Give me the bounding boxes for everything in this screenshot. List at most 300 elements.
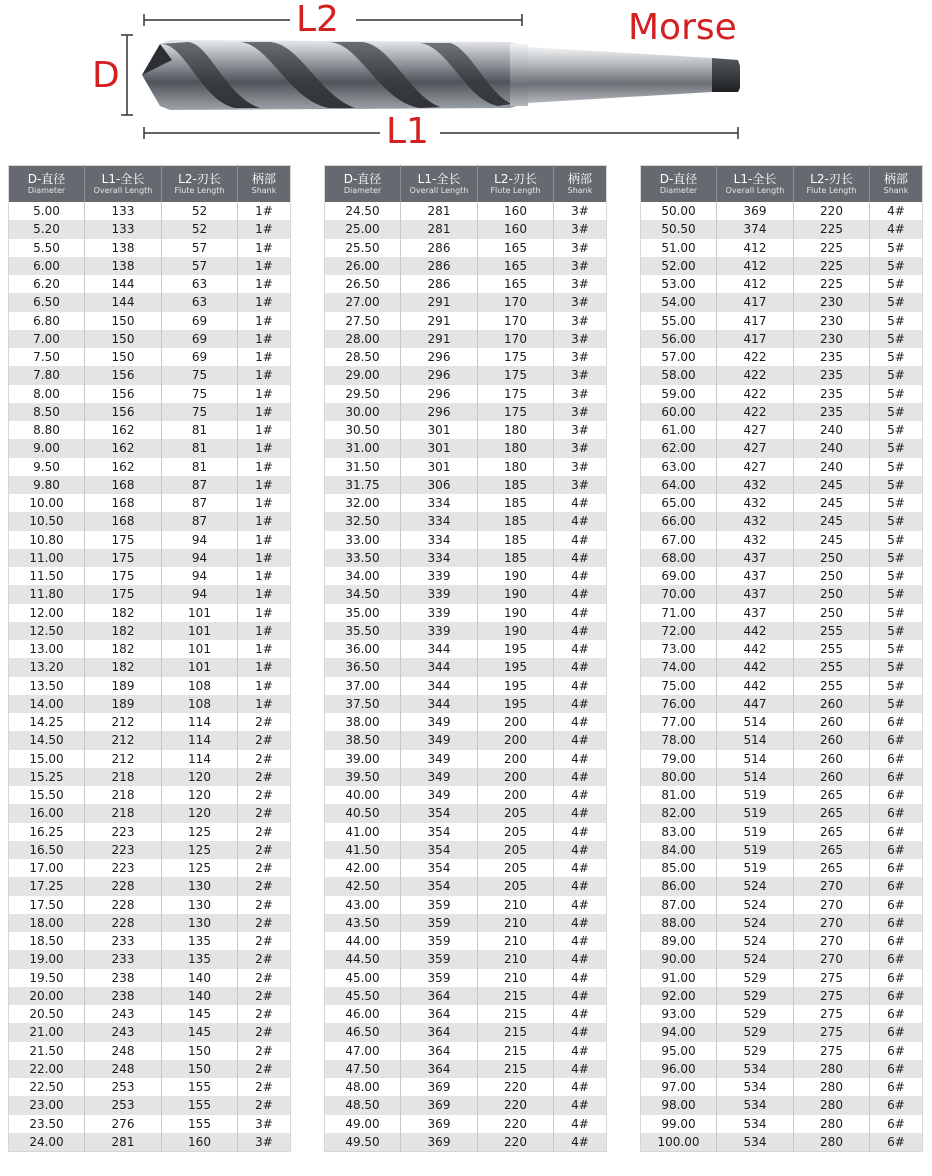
table-row (325, 531, 607, 549)
cell-shank: 2# (238, 969, 291, 987)
cell-flute-length: 240 (794, 458, 870, 476)
cell-flute-length: 230 (794, 330, 870, 348)
cell-diameter: 11.50 (9, 567, 85, 585)
cell-diameter: 46.50 (325, 1023, 401, 1041)
table-row (325, 585, 607, 603)
table-row (641, 202, 923, 220)
cell-shank: 5# (870, 622, 923, 640)
cell-flute-length: 180 (478, 439, 554, 457)
cell-flute-length: 140 (162, 969, 238, 987)
cell-diameter: 27.50 (325, 312, 401, 330)
cell-flute-length: 255 (794, 677, 870, 695)
cell-flute-length: 270 (794, 950, 870, 968)
cell-flute-length: 200 (478, 713, 554, 731)
cell-overall-length: 228 (85, 914, 162, 932)
cell-overall-length: 223 (85, 859, 162, 877)
cell-diameter: 52.00 (641, 257, 717, 275)
cell-shank: 2# (238, 896, 291, 914)
cell-shank: 4# (554, 823, 607, 841)
cell-overall-length: 133 (85, 220, 162, 238)
cell-shank: 5# (870, 293, 923, 311)
cell-overall-length: 412 (717, 257, 794, 275)
table-row (325, 202, 607, 220)
cell-flute-length: 185 (478, 531, 554, 549)
table-row (641, 731, 923, 749)
cell-overall-length: 354 (401, 859, 478, 877)
column-header-shank (238, 166, 291, 203)
cell-diameter: 5.20 (9, 220, 85, 238)
cell-overall-length: 286 (401, 257, 478, 275)
cell-shank: 2# (238, 859, 291, 877)
cell-diameter: 5.00 (9, 202, 85, 220)
cell-shank: 6# (870, 1005, 923, 1023)
cell-shank: 5# (870, 330, 923, 348)
cell-flute-length: 195 (478, 677, 554, 695)
cell-diameter: 61.00 (641, 421, 717, 439)
table-row (641, 421, 923, 439)
cell-overall-length: 427 (717, 458, 794, 476)
cell-shank: 6# (870, 1023, 923, 1041)
table-row (9, 293, 291, 311)
cell-overall-length: 233 (85, 950, 162, 968)
table-row (325, 1023, 607, 1041)
cell-overall-length: 529 (717, 969, 794, 987)
cell-flute-length: 170 (478, 330, 554, 348)
cell-diameter: 78.00 (641, 731, 717, 749)
table-row (9, 1078, 291, 1096)
cell-overall-length: 369 (401, 1096, 478, 1114)
cell-diameter: 56.00 (641, 330, 717, 348)
cell-shank: 4# (554, 804, 607, 822)
table-row (325, 567, 607, 585)
cell-flute-length: 120 (162, 768, 238, 786)
column-header-diameter (641, 166, 717, 203)
cell-overall-length: 182 (85, 604, 162, 622)
table-row (641, 220, 923, 238)
cell-diameter: 79.00 (641, 750, 717, 768)
cell-diameter: 33.00 (325, 531, 401, 549)
cell-overall-length: 437 (717, 585, 794, 603)
cell-shank: 3# (554, 476, 607, 494)
cell-flute-length: 160 (478, 220, 554, 238)
cell-shank: 1# (238, 385, 291, 403)
cell-shank: 4# (554, 1096, 607, 1114)
cell-flute-length: 114 (162, 731, 238, 749)
table-row (325, 932, 607, 950)
cell-overall-length: 182 (85, 640, 162, 658)
cell-shank: 5# (870, 348, 923, 366)
table-row (641, 385, 923, 403)
column-header-en: Diameter (343, 186, 382, 195)
morse-label: Morse (628, 7, 737, 48)
table-row (9, 804, 291, 822)
cell-flute-length: 250 (794, 567, 870, 585)
cell-overall-length: 175 (85, 549, 162, 567)
cell-diameter: 70.00 (641, 585, 717, 603)
cell-shank: 4# (554, 1078, 607, 1096)
cell-diameter: 47.00 (325, 1042, 401, 1060)
cell-diameter: 49.00 (325, 1115, 401, 1133)
cell-flute-length: 185 (478, 512, 554, 530)
table-row (325, 385, 607, 403)
cell-diameter: 17.25 (9, 877, 85, 895)
cell-flute-length: 215 (478, 1005, 554, 1023)
cell-shank: 2# (238, 713, 291, 731)
table-row (325, 275, 607, 293)
cell-diameter: 23.00 (9, 1096, 85, 1114)
cell-overall-length: 339 (401, 567, 478, 585)
column-header-en: Shank (251, 186, 277, 195)
cell-flute-length: 280 (794, 1060, 870, 1078)
cell-flute-length: 220 (478, 1115, 554, 1133)
cell-shank: 4# (554, 1060, 607, 1078)
cell-overall-length: 422 (717, 348, 794, 366)
cell-shank: 5# (870, 421, 923, 439)
cell-shank: 5# (870, 385, 923, 403)
cell-flute-length: 250 (794, 604, 870, 622)
cell-flute-length: 265 (794, 823, 870, 841)
cell-overall-length: 529 (717, 1042, 794, 1060)
table-row (325, 640, 607, 658)
cell-diameter: 55.00 (641, 312, 717, 330)
cell-diameter: 75.00 (641, 677, 717, 695)
cell-shank: 1# (238, 640, 291, 658)
cell-flute-length: 270 (794, 914, 870, 932)
table-row (9, 750, 291, 768)
cell-diameter: 8.80 (9, 421, 85, 439)
column-header-en: Diameter (27, 186, 66, 195)
cell-shank: 5# (870, 458, 923, 476)
cell-flute-length: 235 (794, 366, 870, 384)
cell-flute-length: 120 (162, 786, 238, 804)
cell-overall-length: 296 (401, 348, 478, 366)
cell-flute-length: 57 (162, 257, 238, 275)
table-row (325, 622, 607, 640)
cell-diameter: 16.50 (9, 841, 85, 859)
cell-flute-length: 160 (478, 202, 554, 220)
table-row (325, 604, 607, 622)
cell-diameter: 36.00 (325, 640, 401, 658)
table-row (641, 567, 923, 585)
cell-diameter: 88.00 (641, 914, 717, 932)
cell-overall-length: 524 (717, 896, 794, 914)
cell-shank: 3# (554, 330, 607, 348)
cell-overall-length: 412 (717, 275, 794, 293)
cell-shank: 5# (870, 549, 923, 567)
cell-diameter: 20.50 (9, 1005, 85, 1023)
cell-diameter: 89.00 (641, 932, 717, 950)
table-row (9, 1023, 291, 1041)
cell-diameter: 46.00 (325, 1005, 401, 1023)
cell-overall-length: 437 (717, 604, 794, 622)
cell-shank: 5# (870, 476, 923, 494)
cell-diameter: 100.00 (641, 1133, 717, 1152)
cell-shank: 1# (238, 439, 291, 457)
cell-overall-length: 432 (717, 512, 794, 530)
cell-flute-length: 81 (162, 458, 238, 476)
column-header-shank (870, 166, 923, 203)
cell-overall-length: 514 (717, 731, 794, 749)
cell-flute-length: 200 (478, 786, 554, 804)
cell-flute-length: 130 (162, 896, 238, 914)
cell-shank: 4# (554, 494, 607, 512)
cell-flute-length: 280 (794, 1115, 870, 1133)
cell-flute-length: 265 (794, 859, 870, 877)
cell-shank: 6# (870, 768, 923, 786)
table-row (641, 1060, 923, 1078)
cell-flute-length: 120 (162, 804, 238, 822)
cell-overall-length: 529 (717, 987, 794, 1005)
cell-shank: 6# (870, 896, 923, 914)
cell-overall-length: 442 (717, 640, 794, 658)
cell-flute-length: 275 (794, 987, 870, 1005)
cell-overall-length: 296 (401, 366, 478, 384)
l1-label: L1 (386, 111, 429, 152)
cell-flute-length: 275 (794, 1005, 870, 1023)
cell-diameter: 63.00 (641, 458, 717, 476)
column-header-overall-length (401, 166, 478, 203)
cell-diameter: 26.00 (325, 257, 401, 275)
table-row (325, 403, 607, 421)
cell-flute-length: 108 (162, 695, 238, 713)
table-row (9, 731, 291, 749)
column-header-cn: L2-刃长 (178, 172, 221, 186)
cell-flute-length: 245 (794, 476, 870, 494)
cell-flute-length: 245 (794, 531, 870, 549)
cell-flute-length: 240 (794, 421, 870, 439)
cell-shank: 4# (554, 950, 607, 968)
cell-shank: 5# (870, 257, 923, 275)
cell-flute-length: 225 (794, 220, 870, 238)
cell-flute-length: 165 (478, 239, 554, 257)
cell-overall-length: 156 (85, 403, 162, 421)
cell-flute-length: 235 (794, 403, 870, 421)
table-row (325, 877, 607, 895)
cell-flute-length: 52 (162, 220, 238, 238)
cell-shank: 4# (554, 585, 607, 603)
cell-shank: 4# (554, 987, 607, 1005)
cell-flute-length: 114 (162, 750, 238, 768)
cell-shank: 1# (238, 421, 291, 439)
cell-diameter: 34.00 (325, 567, 401, 585)
cell-diameter: 54.00 (641, 293, 717, 311)
cell-diameter: 43.00 (325, 896, 401, 914)
table-header-row (9, 166, 291, 203)
column-header-en: Shank (883, 186, 909, 195)
cell-overall-length: 162 (85, 421, 162, 439)
table-row (325, 312, 607, 330)
shank-tang (712, 58, 740, 92)
cell-diameter: 58.00 (641, 366, 717, 384)
cell-diameter: 28.00 (325, 330, 401, 348)
cell-shank: 2# (238, 1042, 291, 1060)
cell-diameter: 8.00 (9, 385, 85, 403)
table-row (325, 494, 607, 512)
cell-shank: 1# (238, 202, 291, 220)
cell-shank: 5# (870, 439, 923, 457)
column-header-cn: L2-刃长 (494, 172, 537, 186)
cell-flute-length: 195 (478, 695, 554, 713)
cell-diameter: 72.00 (641, 622, 717, 640)
cell-overall-length: 524 (717, 932, 794, 950)
table-row (641, 987, 923, 1005)
cell-flute-length: 190 (478, 604, 554, 622)
cell-diameter: 25.50 (325, 239, 401, 257)
table-row (9, 1115, 291, 1133)
cell-overall-length: 286 (401, 239, 478, 257)
spec-table-2 (324, 165, 607, 1152)
table-row (9, 512, 291, 530)
cell-overall-length: 524 (717, 950, 794, 968)
cell-flute-length: 235 (794, 385, 870, 403)
cell-diameter: 16.00 (9, 804, 85, 822)
table-row (641, 768, 923, 786)
cell-overall-length: 168 (85, 494, 162, 512)
cell-diameter: 93.00 (641, 1005, 717, 1023)
table-row (641, 293, 923, 311)
table-row (641, 476, 923, 494)
cell-diameter: 92.00 (641, 987, 717, 1005)
cell-flute-length: 265 (794, 804, 870, 822)
cell-shank: 1# (238, 567, 291, 585)
cell-flute-length: 260 (794, 695, 870, 713)
cell-shank: 1# (238, 312, 291, 330)
column-header-flute-length (478, 166, 554, 203)
cell-shank: 4# (554, 932, 607, 950)
cell-diameter: 82.00 (641, 804, 717, 822)
cell-diameter: 50.50 (641, 220, 717, 238)
table-row (9, 859, 291, 877)
cell-diameter: 39.50 (325, 768, 401, 786)
cell-flute-length: 205 (478, 859, 554, 877)
cell-overall-length: 182 (85, 658, 162, 676)
cell-diameter: 43.50 (325, 914, 401, 932)
cell-flute-length: 210 (478, 914, 554, 932)
table-row (9, 1096, 291, 1114)
cell-flute-length: 260 (794, 731, 870, 749)
table-row (325, 476, 607, 494)
cell-flute-length: 200 (478, 731, 554, 749)
cell-overall-length: 519 (717, 841, 794, 859)
cell-flute-length: 200 (478, 750, 554, 768)
cell-diameter: 8.50 (9, 403, 85, 421)
cell-diameter: 16.25 (9, 823, 85, 841)
table-row (641, 257, 923, 275)
cell-overall-length: 369 (401, 1078, 478, 1096)
cell-diameter: 11.80 (9, 585, 85, 603)
cell-shank: 5# (870, 567, 923, 585)
cell-overall-length: 253 (85, 1078, 162, 1096)
cell-overall-length: 422 (717, 403, 794, 421)
cell-flute-length: 270 (794, 932, 870, 950)
table-row (325, 768, 607, 786)
cell-diameter: 11.00 (9, 549, 85, 567)
cell-shank: 1# (238, 366, 291, 384)
cell-shank: 6# (870, 1042, 923, 1060)
table-row (641, 1115, 923, 1133)
cell-shank: 2# (238, 768, 291, 786)
table-row (641, 896, 923, 914)
table-row (641, 549, 923, 567)
cell-overall-length: 162 (85, 439, 162, 457)
cell-overall-length: 296 (401, 385, 478, 403)
cell-flute-length: 101 (162, 658, 238, 676)
table-row (325, 950, 607, 968)
cell-shank: 3# (554, 293, 607, 311)
cell-diameter: 62.00 (641, 439, 717, 457)
cell-shank: 5# (870, 312, 923, 330)
table-row (641, 677, 923, 695)
cell-diameter: 15.50 (9, 786, 85, 804)
cell-diameter: 80.00 (641, 768, 717, 786)
cell-flute-length: 230 (794, 312, 870, 330)
cell-overall-length: 150 (85, 312, 162, 330)
cell-shank: 4# (554, 786, 607, 804)
table-row (325, 1060, 607, 1078)
cell-flute-length: 125 (162, 841, 238, 859)
cell-diameter: 45.50 (325, 987, 401, 1005)
cell-overall-length: 344 (401, 677, 478, 695)
cell-shank: 2# (238, 1096, 291, 1114)
table-row (325, 695, 607, 713)
column-header-flute-length (162, 166, 238, 203)
cell-diameter: 28.50 (325, 348, 401, 366)
cell-overall-length: 138 (85, 239, 162, 257)
cell-flute-length: 220 (478, 1078, 554, 1096)
cell-overall-length: 238 (85, 987, 162, 1005)
table-row (9, 896, 291, 914)
cell-diameter: 29.50 (325, 385, 401, 403)
cell-diameter: 9.00 (9, 439, 85, 457)
table-row (325, 1133, 607, 1152)
morse-taper-shank (528, 47, 712, 103)
cell-overall-length: 339 (401, 622, 478, 640)
cell-overall-length: 349 (401, 731, 478, 749)
cell-overall-length: 427 (717, 421, 794, 439)
cell-shank: 3# (554, 421, 607, 439)
cell-shank: 6# (870, 1133, 923, 1152)
table-row (9, 914, 291, 932)
cell-shank: 4# (554, 1133, 607, 1152)
cell-shank: 5# (870, 585, 923, 603)
cell-flute-length: 81 (162, 421, 238, 439)
cell-diameter: 7.80 (9, 366, 85, 384)
cell-flute-length: 215 (478, 1042, 554, 1060)
cell-flute-length: 185 (478, 476, 554, 494)
table-row (9, 439, 291, 457)
cell-overall-length: 286 (401, 275, 478, 293)
cell-overall-length: 519 (717, 786, 794, 804)
cell-flute-length: 210 (478, 932, 554, 950)
cell-overall-length: 168 (85, 512, 162, 530)
cell-overall-length: 218 (85, 804, 162, 822)
cell-shank: 6# (870, 914, 923, 932)
cell-diameter: 6.50 (9, 293, 85, 311)
cell-diameter: 13.50 (9, 677, 85, 695)
cell-overall-length: 144 (85, 293, 162, 311)
cell-diameter: 26.50 (325, 275, 401, 293)
cell-overall-length: 218 (85, 768, 162, 786)
cell-diameter: 10.80 (9, 531, 85, 549)
cell-shank: 4# (554, 969, 607, 987)
cell-diameter: 91.00 (641, 969, 717, 987)
cell-overall-length: 339 (401, 604, 478, 622)
cell-overall-length: 175 (85, 531, 162, 549)
table-row (325, 330, 607, 348)
cell-shank: 5# (870, 494, 923, 512)
cell-overall-length: 349 (401, 786, 478, 804)
table-row (641, 1133, 923, 1152)
